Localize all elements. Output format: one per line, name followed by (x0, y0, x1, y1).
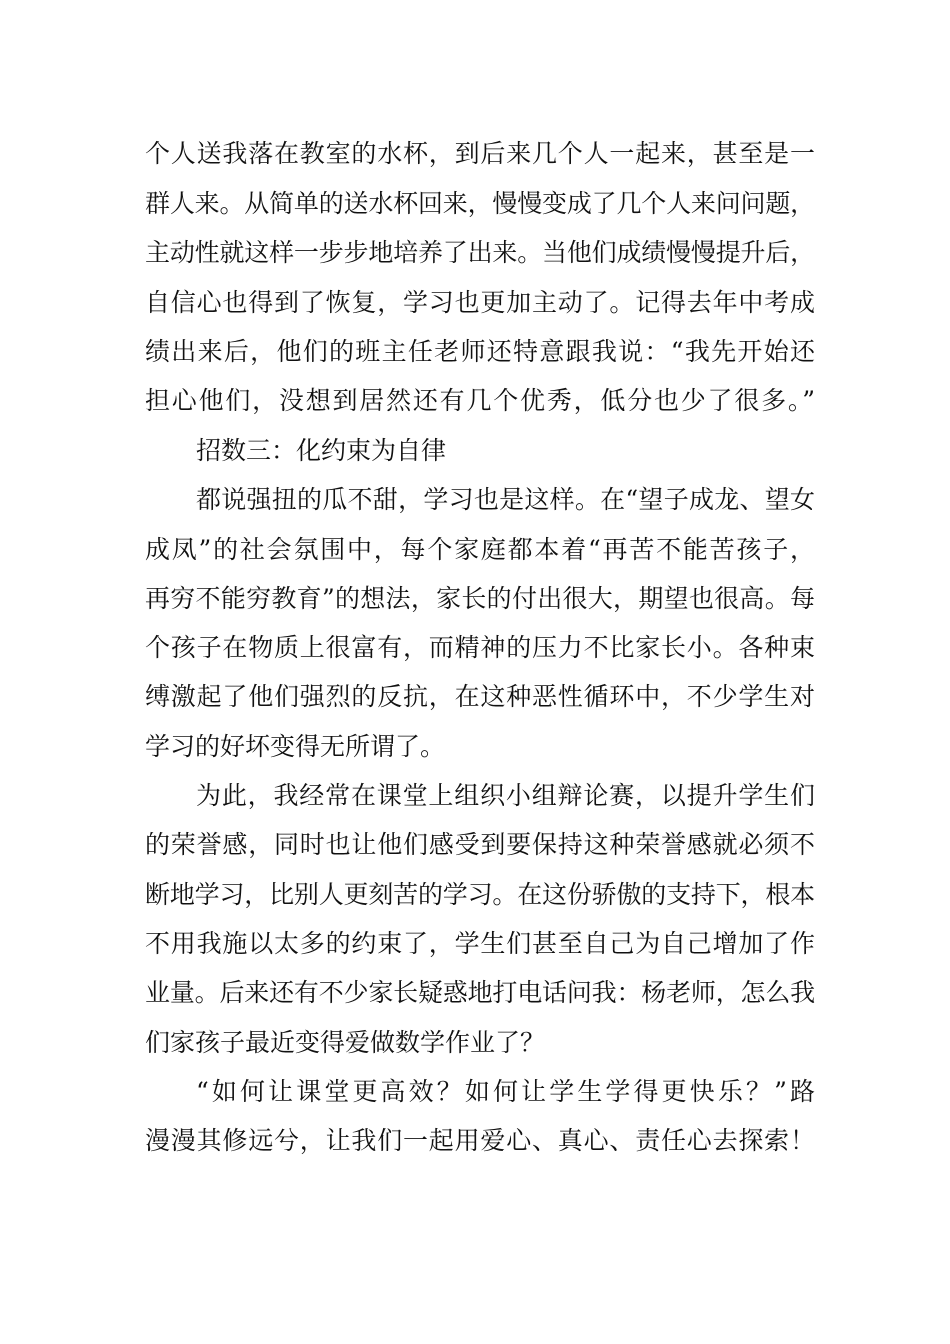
text-line: 学习的好坏变得无所谓了。 (145, 732, 446, 761)
text-line: 断地学习，比别人更刻苦的学习。在这份骄傲的支持下，根本 (145, 880, 815, 909)
text-line: 主动性就这样一步步地培养了出来。当他们成绩慢慢提升后， (145, 238, 815, 267)
text-line: 漫漫其修远兮，让我们一起用爱心、真心、责任心去探索！ (145, 1126, 815, 1155)
text-line: 成凤”的社会氛围中，每个家庭都本着“再苦不能苦孩子， (145, 535, 815, 564)
text-line: 绩出来后，他们的班主任老师还特意跟我说：“我先开始还 (145, 337, 815, 366)
text-line: 个孩子在物质上很富有，而精神的压力不比家长小。各种束 (145, 633, 815, 662)
section-heading: 招数三：化约束为自律 (196, 436, 447, 465)
text-line: 缚激起了他们强烈的反抗，在这种恶性循环中，不少学生对 (145, 682, 815, 711)
text-line: “如何让课堂更高效？如何让学生学得更快乐？”路 (196, 1077, 815, 1106)
text-line: 群人来。从简单的送水杯回来，慢慢变成了几个人来问问题， (145, 189, 815, 218)
text-line: 自信心也得到了恢复，学习也更加主动了。记得去年中考成 (145, 288, 815, 317)
text-line: 不用我施以太多的约束了，学生们甚至自己为自己增加了作 (145, 929, 815, 958)
text-line: 再穷不能穷教育”的想法，家长的付出很大，期望也很高。每 (145, 584, 815, 613)
text-line: 都说强扭的瓜不甜，学习也是这样。在“望子成龙、望女 (196, 485, 815, 514)
text-line: 业量。后来还有不少家长疑惑地打电话问我：杨老师，怎么我 (145, 978, 815, 1007)
text-line: 个人送我落在教室的水杯，到后来几个人一起来，甚至是一 (145, 139, 815, 168)
text-line: 的荣誉感，同时也让他们感受到要保持这种荣誉感就必须不 (145, 830, 815, 859)
text-line: 担心他们，没想到居然还有几个优秀，低分也少了很多。” (145, 386, 815, 415)
text-line: 为此，我经常在课堂上组织小组辩论赛，以提升学生们 (196, 781, 815, 810)
text-line: 们家孩子最近变得爱做数学作业了？ (145, 1028, 546, 1057)
